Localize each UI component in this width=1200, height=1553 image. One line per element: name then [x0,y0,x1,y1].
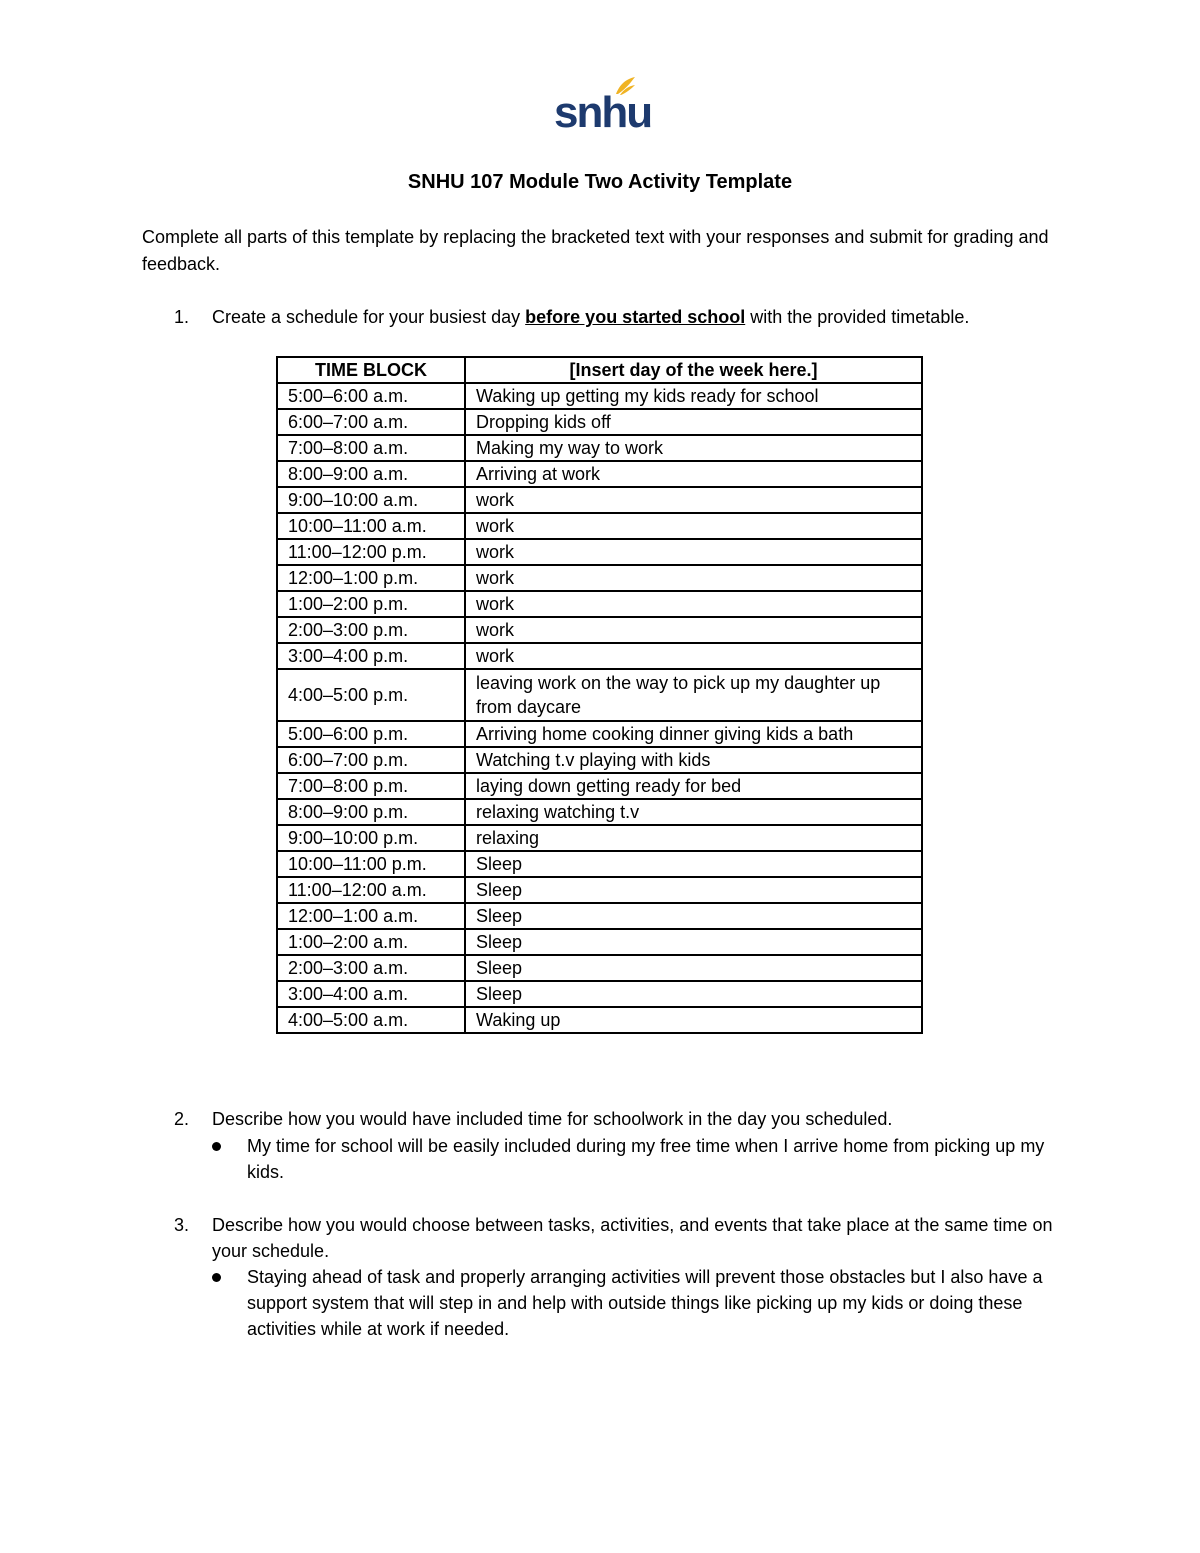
table-row [277,617,922,643]
question-1-text [212,304,1072,330]
time-block-cell: 2:00–3:00 a.m. [277,955,465,981]
activity-cell: Sleep [465,903,922,929]
table-row [277,747,922,773]
activity-cell: work [465,617,922,643]
time-block-cell: 6:00–7:00 p.m. [277,747,465,773]
activity-cell: work [465,513,922,539]
time-block-cell: 8:00–9:00 a.m. [277,461,465,487]
time-block-cell: 9:00–10:00 p.m. [277,825,465,851]
activity-cell: Arriving home cooking dinner giving kids a bath [465,721,922,747]
table-row [277,1007,922,1033]
time-block-cell: 9:00–10:00 a.m. [277,487,465,513]
table-row [277,565,922,591]
answer-2-text: My time for school will be easily included during my free time when I arrive home from picking up my kids. [247,1136,1045,1182]
time-block-cell: 12:00–1:00 a.m. [277,903,465,929]
snhu-logo [548,76,652,140]
activity-cell: Dropping kids off [465,409,922,435]
question-3-number: 3. [174,1215,190,1235]
time-block-cell: 8:00–9:00 p.m. [277,799,465,825]
activity-cell: Waking up getting my kids ready for school [465,383,922,409]
question-1-text-after: with the provided timetable. [745,307,970,327]
table-row [277,539,922,565]
time-block-cell: 12:00–1:00 p.m. [277,565,465,591]
time-block-cell: 7:00–8:00 p.m. [277,773,465,799]
question-2-number: 2. [174,1109,190,1129]
table-row [277,903,922,929]
question-3-text: Describe how you would choose between tasks, activities, and events that take place at the same time on your schedule. [212,1215,1053,1261]
time-block-cell: 10:00–11:00 p.m. [277,851,465,877]
activity-cell: Sleep [465,877,922,903]
time-block-cell: 3:00–4:00 a.m. [277,981,465,1007]
table-row [277,721,922,747]
time-block-cell: 4:00–5:00 p.m. [277,669,465,721]
time-block-cell: 10:00–11:00 a.m. [277,513,465,539]
activity-cell: work [465,565,922,591]
activity-cell: work [465,643,922,669]
table-row [277,643,922,669]
time-block-cell: 2:00–3:00 p.m. [277,617,465,643]
activity-cell: laying down getting ready for bed [465,773,922,799]
table-row [277,825,922,851]
time-block-cell: 3:00–4:00 p.m. [277,643,465,669]
logo-wordmark: snhu [554,88,652,137]
table-row [277,851,922,877]
question-1-emphasis: before you started school [525,307,746,327]
table-row [277,461,922,487]
table-row [277,435,922,461]
table-row [277,955,922,981]
bullet-icon [212,1273,221,1282]
activity-cell: work [465,487,922,513]
table-row [277,981,922,1007]
bullet-icon [212,1142,221,1151]
intro-paragraph: Complete all parts of this template by replacing the bracketed text with your responses and submit for grading and feedback. [142,227,1049,274]
document-title: SNHU 107 Module Two Activity Template [407,171,793,193]
activity-cell: Making my way to work [465,435,922,461]
table-row [277,487,922,513]
activity-cell: Sleep [465,981,922,1007]
activity-cell: leaving work on the way to pick up my daughter up from daycare [465,669,922,721]
table-row [277,799,922,825]
activity-cell: relaxing [465,825,922,851]
schedule-body [277,383,922,1033]
table-row [277,383,922,409]
activity-cell: relaxing watching t.v [465,799,922,825]
header-day: [Insert day of the week here.] [465,357,922,383]
table-row [277,877,922,903]
activity-cell: Waking up [465,1007,922,1033]
activity-cell: work [465,591,922,617]
question-2-text: Describe how you would have included time for schoolwork in the day you scheduled. [212,1109,893,1129]
schedule-table [276,356,923,1034]
answer-3-text: Staying ahead of task and properly arranging activities will prevent those obstacles but I also have a support system that will step in and help with outside things like picking up my kids or doing these activities while at work if needed. [247,1267,1043,1339]
time-block-cell: 5:00–6:00 p.m. [277,721,465,747]
activity-cell: Watching t.v playing with kids [465,747,922,773]
time-block-cell: 5:00–6:00 a.m. [277,383,465,409]
time-block-cell: 7:00–8:00 a.m. [277,435,465,461]
question-1-text-before: Create a schedule for your busiest day [212,307,526,327]
table-row [277,513,922,539]
activity-cell: Sleep [465,955,922,981]
activity-cell: Sleep [465,929,922,955]
time-block-cell: 1:00–2:00 a.m. [277,929,465,955]
table-header-row [277,357,922,383]
time-block-cell: 11:00–12:00 a.m. [277,877,465,903]
time-block-cell: 6:00–7:00 a.m. [277,409,465,435]
time-block-cell: 4:00–5:00 a.m. [277,1007,465,1033]
table-row [277,929,922,955]
activity-cell: work [465,539,922,565]
time-block-cell: 1:00–2:00 p.m. [277,591,465,617]
time-block-cell: 11:00–12:00 p.m. [277,539,465,565]
table-row [277,773,922,799]
activity-cell: Sleep [465,851,922,877]
question-1-number: 1. [174,307,190,327]
table-row [277,669,922,721]
activity-cell: Arriving at work [465,461,922,487]
table-row [277,409,922,435]
table-row [277,591,922,617]
header-time-block: TIME BLOCK [277,357,465,383]
